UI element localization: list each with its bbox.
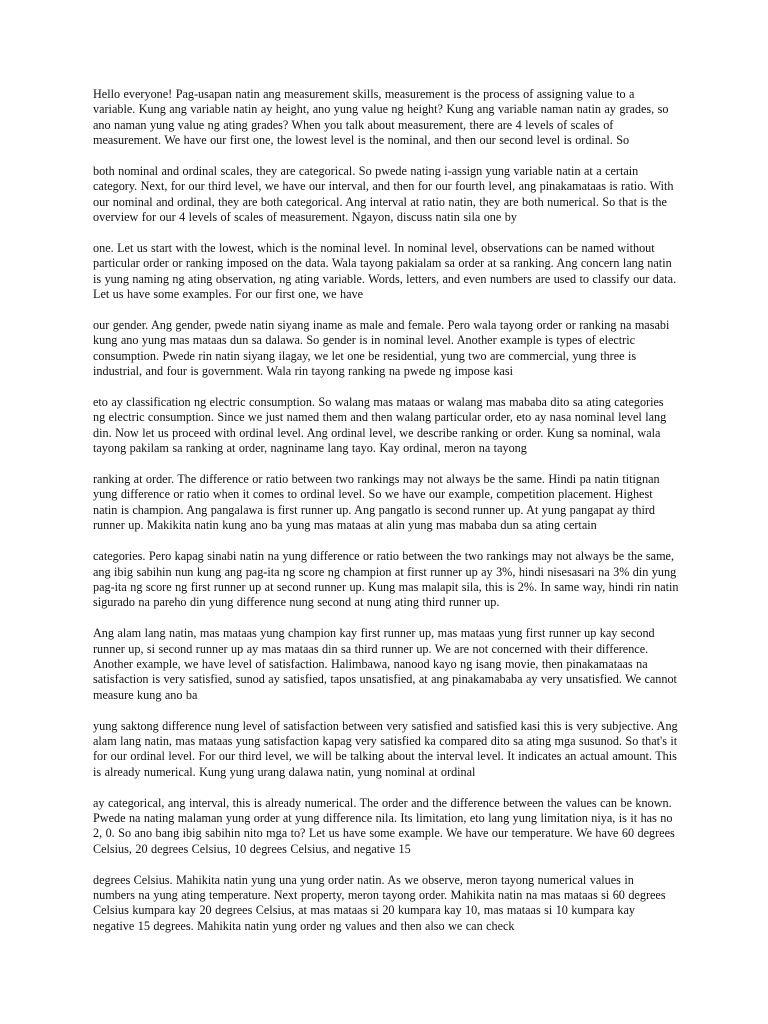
paragraph-2: both nominal and ordinal scales, they are categorical. So pwede nating i-assign yung variable natin at a certain category. Next, for our third level, we have our interval, and then for our fourth level, ang pinakamataas is ratio. With our nominal and ordinal, they are both categorical. Ang interval at ratio natin, they are both numerical. So that is the overview for our 4 levels of scales of measurement. Ngayon, discuss natin sila one by [93, 164, 674, 225]
paragraph-4: our gender. Ang gender, pwede natin siyang iname as male and female. Pero wala tayong order or ranking na masabi kung ano yung mas mataas dun sa dalawa. So gender is in nominal level. Another example is types of electric consumption. Pwede rin natin siyang ilagay, we let one be residential, yung two are commercial, yung three is industrial, and four is government. Wala rin tayong ranking na pwede ng impose kasi [93, 318, 670, 379]
paragraph-5: eto ay classification ng electric consumption. So walang mas mataas or walang mas mababa dito sa ating categories ng electric consumption. Since we just named them and then walang particular order, eto ay nasa nominal level lang din. Now let us proceed with ordinal level. Ang ordinal level, we describe ranking or order. Kung sa nominal, wala tayong pakilam sa ranking at order, nagniname lang tayo. Kay ordinal, meron na tayong [93, 395, 667, 456]
paragraph-7: categories. Pero kapag sinabi natin na yung difference or ratio between the two rankings may not always be the same, ang ibig sabihin nun kung ang pag-ita ng score ng champion at first runner up ay 3%, hindi nisesasari na 3% din yung pag-ita ng score ng first runner up at second runner up. Kung mas malapit sila, this is 2%. In same way, hindi rin natin sigurado na pareho din yung difference nung second at nung ating third runner up. [93, 549, 679, 610]
paragraph-8: Ang alam lang natin, mas mataas yung champion kay first runner up, mas mataas yung first runner up kay second runner up, si second runner up ay mas mataas din sa third runner up. We are not concerned with their difference. Another example, we have level of satisfaction. Halimbawa, nanood kayo ng isang movie, then pinakamataas na satisfaction is very satisfied, sunod ay satisfied, tapos unsatisfied, at ang pinakamababa ay very unsatisfied. We cannot measure kung ano ba [93, 626, 677, 702]
paragraph-1: Hello everyone! Pag-usapan natin ang measurement skills, measurement is the process of assigning value to a variable. Kung ang variable natin ay height, ano yung value ng height? Kung ang variable naman natin ay grades, so ano naman yung value ng ating grades? When you talk about measurement, there are 4 levels of scales of measurement. We have our first one, the lowest level is the nominal, and then our second level is ordinal. So [93, 87, 669, 148]
paragraph-10: ay categorical, ang interval, this is already numerical. The order and the difference between the values can be known. Pwede na nating malaman yung order at yung difference nila. Its limitation, eto lang yung limitation niya, is it has no 2, 0. So ano bang ibig sabihin nito mga to? Let us have some example. We have our temperature. We have 60 degrees Celsius, 20 degrees Celsius, 10 degrees Celsius, and negative 15 [93, 795, 675, 856]
document-page [93, 87, 679, 950]
paragraph-3: one. Let us start with the lowest, which is the nominal level. In nominal level, observations can be named without particular order or ranking imposed on the data. Wala tayong pakialam sa order at sa ranking. Ang concern lang natin is yung naming ng ating observation, ng ating variable. Words, letters, and even numbers are used to classify our data. Let us have some examples. For our first one, we have [93, 241, 677, 302]
paragraph-6: ranking at order. The difference or ratio between two rankings may not always be the same. Hindi pa natin titignan yung difference or ratio when it comes to ordinal level. So we have our example, competition placement. Highest natin is champion. Ang pangalawa is first runner up. Ang pangatlo is second runner up. At yung pangapat ay third runner up. Makikita natin kung ano ba yung mas mataas at alin yung mas mababa dun sa ating certain [93, 472, 660, 533]
paragraph-9: yung saktong difference nung level of satisfaction between very satisfied and satisfied kasi this is very subjective. Ang alam lang natin, mas mataas yung satisfaction kapag very satisfied ka compared dito sa ating mga susunod. So that's it for our ordinal level. For our third level, we will be talking about the interval level. It indicates an actual amount. This is already numerical. Kung yung urang dalawa natin, yung nominal at ordinal [93, 718, 678, 779]
paragraph-11: degrees Celsius. Mahikita natin yung una yung order natin. As we observe, meron tayong numerical values in numbers na yung ating temperature. Next property, meron tayong order. Mahikita natin na mas mataas si 60 degrees Celsius kumpara kay 20 degrees Celsius, at mas mataas si 20 kumpara kay 10, mas mataas si 10 kumpara kay negative 15 degrees. Mahikita natin yung order ng values and then also we can check [93, 872, 666, 933]
